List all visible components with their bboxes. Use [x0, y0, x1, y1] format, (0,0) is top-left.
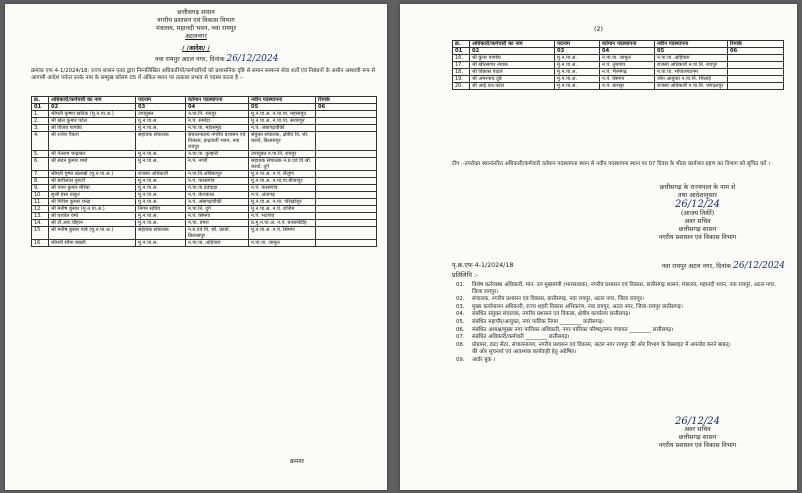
col-header: क्र.: [32, 97, 49, 104]
table-cell: [728, 76, 784, 83]
table-cell: श्री मनीष कुमार पात्रे (मु.न.पा.अ.): [49, 227, 136, 240]
table-cell: [316, 220, 377, 227]
table-row: [32, 185, 377, 192]
col-number: 06: [316, 104, 377, 111]
list-item-number: 02.: [456, 296, 465, 303]
col-number: 04: [600, 48, 655, 55]
table-cell: मु.न.पा.अ.: [136, 178, 186, 185]
table-row: [32, 178, 377, 185]
list-item: [456, 311, 783, 318]
table-cell: [728, 69, 784, 76]
table-cell: मु.न.पा.अ.: [136, 185, 186, 192]
list-item: [456, 334, 783, 341]
date-prefix: नवा रायपुर अटल नगर, दिनांक: [155, 56, 225, 63]
col-number: 04: [186, 104, 249, 111]
table-cell: [316, 227, 377, 240]
table-cell: [316, 171, 377, 178]
list-item: [456, 296, 783, 303]
table-row: [453, 62, 784, 69]
table-cell: न.पं. बारसूर: [600, 83, 655, 90]
table-cell: सुश्री हंसा ठाकुर: [49, 192, 136, 199]
handwritten-date: 26/12/2024: [733, 261, 785, 271]
table-cell: न.पा.पा. जामुल: [600, 55, 655, 62]
order-page-2: [400, 4, 797, 490]
table-row: [32, 199, 377, 206]
table-cell: मु.न.पा.अ.: [555, 69, 600, 76]
order-title: / /आदेश/ /: [182, 45, 210, 52]
signature-1: 26/12/24: [675, 199, 720, 210]
table-cell: [728, 62, 784, 69]
table-cell: 4.: [32, 132, 49, 151]
table-cell: श्रीमती कृष्णा खटिक (मु.न.पा.अ.): [49, 111, 136, 118]
table-cell: मु.न.पा.अ.: [136, 125, 186, 132]
table-cell: न.पं. केशकाल: [186, 192, 249, 199]
list-item-number: 05.: [456, 318, 465, 325]
list-item-number: 07.: [456, 334, 465, 341]
table-cell: 6.: [32, 158, 49, 171]
table-cell: श्री विजय पाण्डेय: [49, 125, 136, 132]
copy-list: [456, 282, 783, 365]
table-row: [32, 240, 377, 247]
table-cell: मु.न.पा.अ. न.पं. सिमगा: [249, 227, 316, 240]
table-cell: 5.: [32, 151, 49, 158]
table-cell: न.पं. भैरमगढ़: [600, 69, 655, 76]
table-cell: राजस्व अधिकारी न.पा.नि. रायपुर: [655, 62, 728, 69]
table-cell: सहायक संचालक: [136, 227, 186, 240]
table-cell: श्री खीरसागर नायक: [470, 62, 555, 69]
table-row: [453, 76, 784, 83]
table-cell: श्री आई.एल.पटेल: [470, 83, 555, 90]
table-cell: मु.न.पा.अ.: [555, 83, 600, 90]
list-item-text: संबंधित संयुक्त संचालक, नगरीय प्रशासन एवं विकास, क्षेत्रीय कार्यालय छत्तीसगढ़।: [472, 311, 631, 318]
col-header: रिमार्क: [316, 97, 377, 104]
table-cell: मु.न.पा.अ. न.पा.पा. महासमुंद: [249, 111, 316, 118]
signer-line: अवर सचिव: [684, 218, 711, 225]
table-row: [32, 151, 377, 158]
governor-line-text: छत्तीसगढ़ के राज्यपाल के नाम से: [659, 184, 736, 191]
list-item-text: संबंधित अधिकारी/कर्मचारी ________ छत्तीसगढ़।: [472, 334, 570, 341]
governor-line-text: तथा आदेशानुसार: [678, 192, 717, 199]
signer-line: अवर सचिव: [684, 426, 711, 433]
table-cell: न.पा.पा. कुम्हारी: [186, 151, 249, 158]
table-cell: निगम सचिव: [136, 206, 186, 213]
table-cell: न.पं. फरसगांव: [186, 178, 249, 185]
table-row: [32, 192, 377, 199]
col-header: अधिकारी/कर्मचारी का नाम: [470, 41, 555, 48]
table-cell: [728, 55, 784, 62]
endorsement-date-prefix: नवा रायपुर अटल नगर, दिनांक: [661, 263, 732, 270]
list-item-number: 08.: [456, 341, 465, 348]
table-cell: न.पा. डमरा: [186, 220, 249, 227]
governor-line: [600, 184, 795, 242]
endorsement-number: पृ.क्र.एफ 4-1/2024/18: [452, 262, 514, 269]
table-cell: मु.न.पा.अ.: [136, 199, 186, 206]
list-item-text: आर्डर बुक ।: [472, 356, 496, 363]
table-cell: श्रीमती पुष्पा खलखो (मु.न.पा.अ.): [49, 171, 136, 178]
table-cell: 12.: [32, 206, 49, 213]
table-cell: सहायक संचालक: [136, 132, 186, 151]
table-cell: मु.न.पा.अ.: [136, 240, 186, 247]
table-cell: [316, 132, 377, 151]
table-cell: न.पं. सिमगा: [186, 213, 249, 220]
col-header: वर्तमान पदस्थापना: [600, 41, 655, 48]
col-number: 05: [655, 48, 728, 55]
list-item-text: संचालक, नगरीय प्रशासन एवं विकास, छत्तीसगढ़, नवा रायपुर, अटल नगर, जिला रायपुर।: [472, 296, 644, 303]
copy-to-label: प्रतिलिपि :-: [452, 272, 479, 279]
col-header: पदनाम: [555, 41, 600, 48]
signer-line: नगरीय प्रशासन एवं विकास विभाग: [658, 234, 737, 241]
list-item-text: प्रोग्रामर, डाटा सेंटर, संचालनालय, नगरीय प्रशासन एवं विकास, अटल नगर रायपुर की ओर विभाग के वेबसाइट में अपलोड करने बाबत्।: [472, 341, 731, 348]
col-number: 05: [249, 104, 316, 111]
transfer-table-2: [452, 40, 784, 90]
col-number: 01: [453, 48, 470, 55]
col-number: 03: [555, 48, 600, 55]
table-cell: [316, 213, 377, 220]
table-cell: 8.: [32, 178, 49, 185]
list-item-number: 06.: [456, 326, 465, 333]
list-item-number: 04.: [456, 311, 465, 318]
list-item: [456, 342, 783, 349]
table-cell: न.पा.पा. जामुल: [249, 240, 316, 247]
order-date-line: [155, 55, 278, 64]
list-item-text: संबंधित अध्यक्ष/मुख्य नगर पालिका अधिकारी, नगर पालिका परिषद्/नगर पंचायत ________ छत्तीसगढ़।: [472, 326, 674, 333]
table-cell: मु.न.पा.अ.: [136, 158, 186, 171]
table-cell: श्री बंशीलाल नुरूटी: [49, 178, 136, 185]
table-cell: न.पं. समोदा: [186, 118, 249, 125]
col-header: अधिकारी/कर्मचारी का नाम: [49, 97, 136, 104]
header-line: नगरीय प्रशासन एवं विकास विभाग: [157, 17, 235, 24]
signer-line: नगरीय प्रशासन एवं विकास विभाग: [658, 442, 737, 449]
table-cell: श्री रत्नेश पैकरा: [49, 132, 136, 151]
table-row: [32, 213, 377, 220]
signer-line: (आजय तिर्की): [680, 210, 715, 217]
table-cell: 16.: [453, 55, 470, 62]
table-cell: 16.: [32, 240, 49, 247]
list-item: [456, 357, 783, 364]
table-row: [32, 132, 377, 151]
list-item: [456, 349, 783, 356]
table-cell: 17.: [453, 62, 470, 69]
list-item-text: विशेष कर्तव्यस्थ अधिकारी, मान. उप मुख्यमंत्री (भारसाधक), नगरीय प्रशासन एवं विकास, छत्तीसगढ़ शासन, मंत्रालय, महानदी भवन, नवा रायपुर, अटल नगर, जिला रायपुर।: [472, 282, 776, 295]
table-cell: न.पं. नगरी: [186, 158, 249, 171]
transfer-table-1: [31, 96, 377, 247]
table-cell: उपायुक्त न.पा.नि. रायपुर: [249, 151, 316, 158]
continued-label: क्रमशः: [290, 458, 305, 465]
table-cell: 3.: [32, 125, 49, 132]
list-item: [456, 304, 783, 311]
transfer-note: टीप :-उपरोक्त स्थानांतरित अधिकारी/कर्मचारी वर्तमान पदस्थापना स्थान से नवीन पदस्थापना स्थान पर 07 दिवस के भीतर कार्यभार ग्रहण कर विभाग को सूचित करें ।: [452, 161, 771, 167]
table-cell: मु.न.पा.अ.: [136, 213, 186, 220]
col-number: 02: [470, 48, 555, 55]
order-intro: क्रमांक एफ 4-1/2024/18: राज्य शासन एतद द्वारा निम्नलिखित अधिकारियों/कर्मचारियों को प्रशासनिक दृष्टि से समान सामान्य सेवा शर्तों एवं निबंधनों के अधीन अस्थायी रूप से आगामी आदेश पर्यन्त उनके नाम के सम्मुख कॉलम 05 में अंकित स्थान पर तत्काल प्रभाव से पदस्थ करता है :-: [31, 68, 375, 81]
list-item-text: संबंधित महापौर/आयुक्त, नगर पालिक निगम ________ छत्तीसगढ़।: [472, 318, 604, 325]
table-cell: प्र.मु.न.पा.अ. न.पं. बनबनीडीह: [249, 220, 316, 227]
endorsement-line: [452, 262, 785, 271]
table-cell: 2.: [32, 118, 49, 125]
table-cell: मु.न.पा.अ.: [555, 62, 600, 69]
table-cell: न.पा.पा. अहिवारा: [655, 55, 728, 62]
table-cell: श्री टी.आर.चौहान: [49, 220, 136, 227]
table-cell: 9.: [32, 185, 49, 192]
table-cell: श्री नेतराम चन्द्राकर: [49, 151, 136, 158]
col-header: रिमार्क: [728, 41, 784, 48]
table-cell: न.पं. भटगांव: [249, 213, 316, 220]
table-cell: मु.न.पा.अ.: [555, 76, 600, 83]
col-number: 06: [728, 48, 784, 55]
table-row: [453, 69, 784, 76]
table-cell: श्रीमती सीमा बख्शी: [49, 240, 136, 247]
table-cell: [316, 111, 377, 118]
table-cell: न.पा.नि. दुर्ग: [186, 206, 249, 213]
table-cell: मु.न.पा.अ.: [555, 55, 600, 62]
table-cell: [728, 83, 784, 90]
table-cell: 1.: [32, 111, 49, 118]
list-item: [456, 327, 783, 334]
table-cell: [316, 158, 377, 171]
table-cell: न.पं. अंबागढ़चौकी: [249, 125, 316, 132]
table-cell: न.पं. तुमगांव: [600, 62, 655, 69]
table-row: [453, 55, 784, 62]
table-cell: [316, 178, 377, 185]
list-item: [456, 282, 783, 295]
table-cell: मु.न.पा.अ.: [136, 118, 186, 125]
table-cell: [316, 240, 377, 247]
handwritten-date: 26/12/2024: [226, 54, 279, 64]
list-item: [456, 319, 783, 326]
table-row: [32, 227, 377, 240]
order-page-1: [5, 4, 387, 490]
col-header: नवीन पदस्थापना: [249, 97, 316, 104]
table-cell: 10.: [32, 192, 49, 199]
list-item-text: की ओर सूचनार्थ एवं आवश्यक कार्यवाही हेतु अग्रेषित।: [472, 349, 577, 356]
col-header: वर्तमान पदस्थापना: [186, 97, 249, 104]
table-cell: 19.: [453, 76, 470, 83]
table-cell: [316, 125, 377, 132]
table-cell: मु.न.पा.अ. न.पं. लैलूंगा: [249, 171, 316, 178]
table-cell: श्री संदन कुमार शर्मा: [49, 158, 136, 171]
header-line: अटलनगर: [185, 33, 207, 40]
table-cell: [316, 151, 377, 158]
signature-block-2: [600, 418, 795, 450]
header-line: छत्तीसगढ़ शासन: [177, 9, 215, 16]
endorsement-date: [662, 262, 785, 271]
table-cell: श्री विकास पाटले: [470, 69, 555, 76]
table-cell: श्री अमरनाथ दुबे: [470, 76, 555, 83]
table-cell: 18.: [453, 69, 470, 76]
table-cell: 11.: [32, 199, 49, 206]
table-cell: न.पं. फरसगांव: [249, 185, 316, 192]
table-cell: न.पा.पा. महासमुंद: [186, 125, 249, 132]
col-header: क्र.: [453, 41, 470, 48]
table-cell: न.प्र.एवं वि. श्री. कार्या. बिलासपुर: [186, 227, 249, 240]
table-cell: संचालनालय नगरीय प्रशासन एवं विकास, इन्द्रावती भवन, नवा रायपुर: [186, 132, 249, 151]
table-cell: मु.न.पा.अ. न.पा.पा.बीजापुर: [249, 178, 316, 185]
table-cell: मु.न.पा.अ. न.पा.पा. सरायपुर: [249, 118, 316, 125]
table-cell: न.पा.नि.अंबिकापुर: [186, 171, 249, 178]
table-row: [32, 125, 377, 132]
table-cell: राजस्व अधिकारी न.पा.नि. जगदलपुर: [655, 83, 728, 90]
list-item-number: 03.: [456, 303, 465, 310]
table-cell: न.पा.पा.दंतेवाड़ा: [186, 185, 249, 192]
table-cell: [316, 118, 377, 125]
table-cell: श्री मनीष कुमार (मु.न.पा.अ.): [49, 206, 136, 213]
list-item-number: [456, 349, 472, 356]
table-cell: 7.: [32, 171, 49, 178]
table-cell: 13.: [32, 213, 49, 220]
list-item-number: 09.: [456, 356, 465, 363]
table-cell: न.पा.पा. अहिवारा: [186, 240, 249, 247]
table-cell: [316, 192, 377, 199]
table-row: [32, 158, 377, 171]
table-cell: सहायक संचालक न.प्र.एवं वि.श्री. कार्या. दुर्ग: [249, 158, 316, 171]
table-cell: 14.: [32, 220, 49, 227]
table-cell: श्री गिरीश कुमार चन्द्रा: [49, 199, 136, 206]
signer-line: छत्तीसगढ़ शासन: [678, 226, 717, 233]
page-number: (2): [594, 26, 603, 33]
table-row: [32, 111, 377, 118]
table-row: [32, 118, 377, 125]
col-header: पदनाम: [136, 97, 186, 104]
table-row: [32, 171, 377, 178]
table-cell: संयुक्त संचालक, क्षेत्रीय वि. श्री. कार्या, बिलासपुर: [249, 132, 316, 151]
table-row: [453, 83, 784, 90]
list-item-number: 01.: [456, 282, 465, 288]
col-number: 03: [136, 104, 186, 111]
list-item-text: मुख्य कार्यपालन अधिकारी, राज्य शहरी विकास अभिकरण, नवा रायपुर, अटल नगर, जिला-रायपुर छत्तीसगढ़।: [472, 303, 683, 310]
table-cell: न.पा.नि. रायपुर: [186, 111, 249, 118]
table-cell: श्री कुंवर पाण्डेय: [470, 55, 555, 62]
table-cell: श्री यशवंत वर्मा: [49, 213, 136, 220]
table-cell: [316, 185, 377, 192]
signature-2: 26/12/24: [675, 416, 720, 427]
col-number: 02: [49, 104, 136, 111]
table-cell: मु.न.पा.अ.: [136, 192, 186, 199]
page1-header: [5, 9, 387, 41]
signer-line: छत्तीसगढ़ शासन: [678, 434, 717, 441]
table-cell: मु.न.पा.अ. न.पा. परिखांजुर: [249, 199, 316, 206]
table-cell: न.पा.पा. भोपालपटनम: [655, 69, 728, 76]
table-cell: [316, 206, 377, 213]
table-cell: राजस्व अधिकारी: [136, 171, 186, 178]
table-cell: जोन आयुक्त न.पा.नि. भिलाई: [655, 76, 728, 83]
table-cell: मु.न.पा.अ.: [136, 220, 186, 227]
table-cell: 15.: [32, 227, 49, 240]
table-cell: मु.न.पा.अ. न.पं. राजिम: [249, 206, 316, 213]
table-cell: श्री पवन कुमार मेरिया: [49, 185, 136, 192]
header-line: मंत्रालय, महानदी भवन, नवा रायपुर: [155, 25, 237, 32]
table-cell: 20.: [453, 83, 470, 90]
table-cell: न.पं. अंतागढ़: [249, 192, 316, 199]
col-number: 01: [32, 104, 49, 111]
table-cell: मु.न.पा.अ.: [136, 151, 186, 158]
table-cell: श्री खेल कुमार पटेल: [49, 118, 136, 125]
table-row: [32, 206, 377, 213]
table-row: [32, 220, 377, 227]
col-header: नवीन पदस्थापना: [655, 41, 728, 48]
table-cell: न.पं. सिमगा: [600, 76, 655, 83]
table-cell: उपायुक्त: [136, 111, 186, 118]
table-cell: [316, 199, 377, 206]
table-cell: न.पं. अंबागढ़चौकी: [186, 199, 249, 206]
